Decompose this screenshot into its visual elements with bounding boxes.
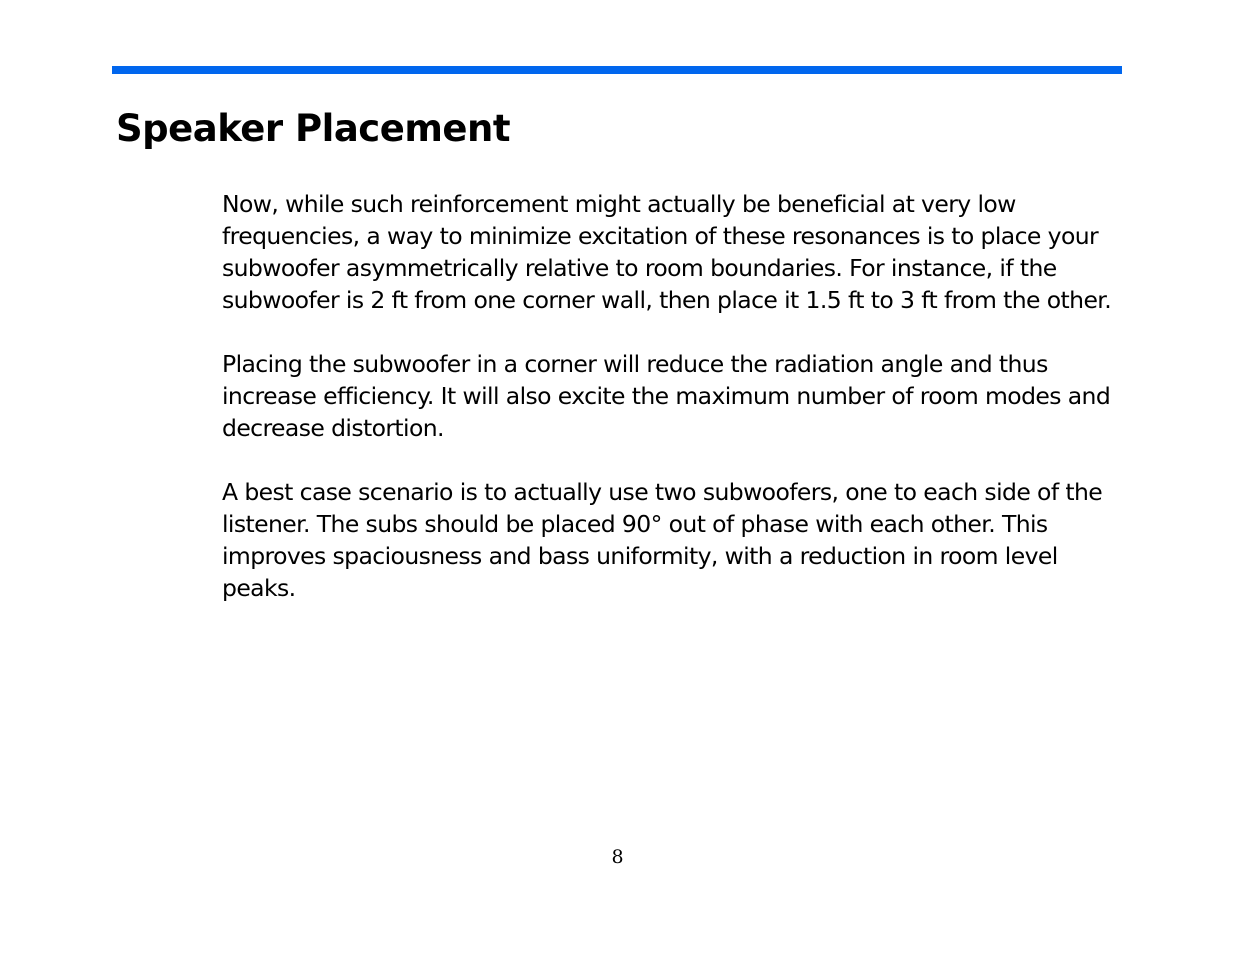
slide-body — [222, 188, 1112, 604]
body-paragraph-2: Placing the subwoofer in a corner will reduce the radiation angle and thus increase efficiency. It will also excite the maximum number of room modes and decrease distortion. — [222, 350, 1111, 442]
page-number: 8 — [611, 846, 624, 868]
title-rule — [112, 66, 1122, 74]
slide-title: Speaker Placement — [116, 107, 511, 150]
body-paragraph-3: A best case scenario is to actually use two subwoofers, one to each side of the listener. The subs should be placed 90° out of phase with each other. This improves spaciousness and bass uniformity, with a reduction in room level peaks. — [222, 478, 1103, 602]
body-paragraph-1: Now, while such reinforcement might actually be beneficial at very low frequencies, a way to minimize excitation of these resonances is to place your subwoofer asymmetrically relative to room boundaries. For instance, if the subwoofer is 2 ft from one corner wall, then place it 1.5 ft to 3 ft from the other. — [222, 190, 1112, 314]
